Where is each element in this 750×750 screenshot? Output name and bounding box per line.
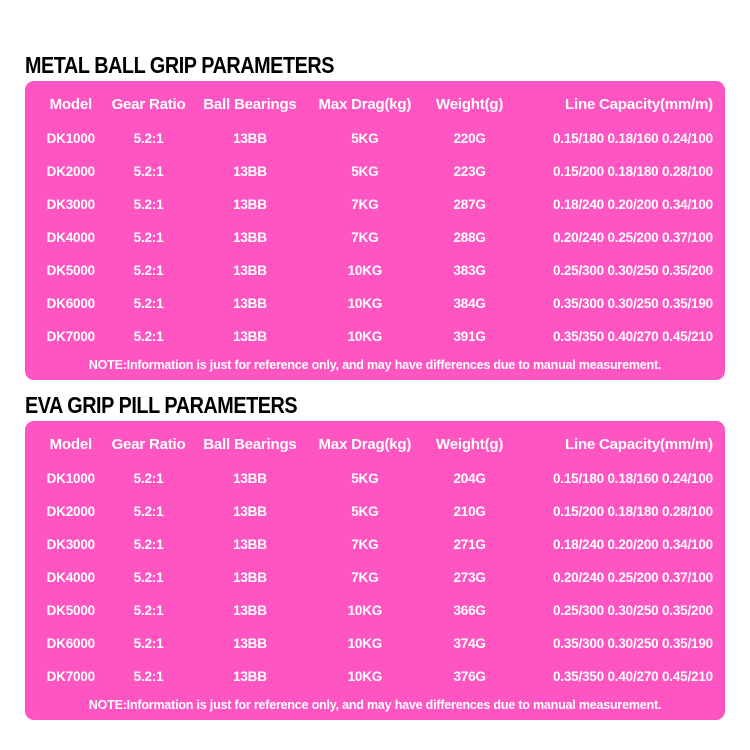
table-cell: DK1000 bbox=[46, 471, 95, 486]
table-cell: DK5000 bbox=[46, 603, 95, 618]
parameters-table bbox=[25, 421, 725, 720]
table-cell: DK7000 bbox=[46, 669, 95, 684]
table-cell: 5.2:1 bbox=[133, 329, 164, 344]
section-title bbox=[25, 54, 725, 77]
table-cell: 5.2:1 bbox=[133, 669, 164, 684]
table-row bbox=[37, 254, 713, 287]
table-cell: 0.25/300 0.30/250 0.35/200 bbox=[552, 603, 713, 618]
table-cell: 5.2:1 bbox=[133, 504, 164, 519]
column-header: Line Capacity(mm/m) bbox=[565, 95, 713, 113]
table-body bbox=[37, 122, 713, 353]
table-cell: DK4000 bbox=[46, 570, 95, 585]
table-cell: 5.2:1 bbox=[133, 537, 164, 552]
table-row bbox=[37, 155, 713, 188]
table-cell: 0.18/240 0.20/200 0.34/100 bbox=[552, 537, 713, 552]
table-cell: DK6000 bbox=[46, 296, 95, 311]
table-cell: 0.15/200 0.18/180 0.28/100 bbox=[552, 504, 713, 519]
table-cell: 0.35/350 0.40/270 0.45/210 bbox=[552, 669, 713, 684]
column-header: Gear Ratio bbox=[111, 95, 186, 113]
table-cell: 5.2:1 bbox=[133, 296, 164, 311]
table-row bbox=[37, 660, 713, 693]
table-cell: 7KG bbox=[351, 230, 379, 245]
table-cell: 13BB bbox=[233, 329, 267, 344]
table-cell: 5.2:1 bbox=[133, 230, 164, 245]
table-cell: 5.2:1 bbox=[133, 197, 164, 212]
table-cell: 0.20/240 0.25/200 0.37/100 bbox=[552, 230, 713, 245]
table-cell: 5.2:1 bbox=[133, 471, 164, 486]
table-cell: 10KG bbox=[347, 669, 383, 684]
table-cell: 0.35/300 0.30/250 0.35/190 bbox=[552, 296, 713, 311]
table-cell: 7KG bbox=[351, 197, 379, 212]
table-row bbox=[37, 528, 713, 561]
column-header: Weight(g) bbox=[436, 435, 504, 453]
column-header: Ball Bearings bbox=[203, 95, 297, 113]
table-row bbox=[37, 462, 713, 495]
column-header: Max Drag(kg) bbox=[318, 435, 412, 453]
table-cell: DK5000 bbox=[46, 263, 95, 278]
table-cell: 5KG bbox=[351, 164, 379, 179]
section-title-text: METAL BALL GRIP PARAMETERS bbox=[25, 52, 334, 78]
table-cell: 13BB bbox=[233, 131, 267, 146]
column-header: Max Drag(kg) bbox=[318, 95, 412, 113]
table-cell: 10KG bbox=[347, 603, 383, 618]
column-header: Ball Bearings bbox=[203, 435, 297, 453]
table-row bbox=[37, 287, 713, 320]
table-cell: DK7000 bbox=[46, 329, 95, 344]
table-cell: 0.35/300 0.30/250 0.35/190 bbox=[552, 636, 713, 651]
table-body bbox=[37, 462, 713, 693]
table-cell: 0.18/240 0.20/200 0.34/100 bbox=[552, 197, 713, 212]
table-cell: DK4000 bbox=[46, 230, 95, 245]
table-cell: 204G bbox=[453, 471, 486, 486]
table-cell: 273G bbox=[453, 570, 486, 585]
table-cell: 5.2:1 bbox=[133, 603, 164, 618]
table-cell: 5.2:1 bbox=[133, 570, 164, 585]
table-cell: DK1000 bbox=[46, 131, 95, 146]
table-note: NOTE:Information is just for reference only, and may have differences due to manual measurement. bbox=[88, 698, 662, 712]
table-cell: 0.15/180 0.18/160 0.24/100 bbox=[552, 131, 713, 146]
table-row bbox=[37, 188, 713, 221]
table-cell: 391G bbox=[453, 329, 486, 344]
table-cell: 5KG bbox=[351, 504, 379, 519]
table-cell: 210G bbox=[453, 504, 486, 519]
column-header: Model bbox=[49, 95, 92, 113]
table-cell: 383G bbox=[453, 263, 486, 278]
table-cell: 0.20/240 0.25/200 0.37/100 bbox=[552, 570, 713, 585]
column-header: Weight(g) bbox=[436, 95, 504, 113]
table-cell: DK3000 bbox=[46, 197, 95, 212]
section-title-text: EVA GRIP PILL PARAMETERS bbox=[25, 392, 298, 418]
table-cell: 10KG bbox=[347, 636, 383, 651]
table-row bbox=[37, 495, 713, 528]
table-cell: 5KG bbox=[351, 471, 379, 486]
table-header-row bbox=[37, 86, 713, 122]
table-cell: 13BB bbox=[233, 296, 267, 311]
table-cell: DK6000 bbox=[46, 636, 95, 651]
table-cell: 13BB bbox=[233, 164, 267, 179]
table-cell: 374G bbox=[453, 636, 486, 651]
table-cell: 10KG bbox=[347, 329, 383, 344]
table-cell: 13BB bbox=[233, 570, 267, 585]
section-title bbox=[25, 394, 725, 417]
table-row bbox=[37, 221, 713, 254]
table-header-row bbox=[37, 426, 713, 462]
column-header: Model bbox=[49, 435, 92, 453]
table-note: NOTE:Information is just for reference only, and may have differences due to manual measurement. bbox=[88, 358, 662, 372]
table-cell: 223G bbox=[453, 164, 486, 179]
table-row bbox=[37, 320, 713, 353]
table-cell: 10KG bbox=[347, 263, 383, 278]
column-header: Gear Ratio bbox=[111, 435, 186, 453]
table-cell: 13BB bbox=[233, 197, 267, 212]
table-cell: 376G bbox=[453, 669, 486, 684]
table-cell: 13BB bbox=[233, 263, 267, 278]
table-cell: 13BB bbox=[233, 471, 267, 486]
column-header: Line Capacity(mm/m) bbox=[565, 435, 713, 453]
table-cell: 13BB bbox=[233, 504, 267, 519]
table-row bbox=[37, 561, 713, 594]
table-row bbox=[37, 627, 713, 660]
table-cell: 5.2:1 bbox=[133, 263, 164, 278]
table-cell: 13BB bbox=[233, 230, 267, 245]
table-cell: 366G bbox=[453, 603, 486, 618]
table-cell: 0.15/200 0.18/180 0.28/100 bbox=[552, 164, 713, 179]
table-cell: 7KG bbox=[351, 570, 379, 585]
table-cell: DK2000 bbox=[46, 504, 95, 519]
parameters-table bbox=[25, 81, 725, 380]
table-row bbox=[37, 122, 713, 155]
table-cell: 10KG bbox=[347, 296, 383, 311]
table-cell: 384G bbox=[453, 296, 486, 311]
table-cell: 13BB bbox=[233, 537, 267, 552]
eva-grip-pill-section bbox=[25, 394, 725, 720]
table-cell: 7KG bbox=[351, 537, 379, 552]
table-row bbox=[37, 594, 713, 627]
table-cell: 0.25/300 0.30/250 0.35/200 bbox=[552, 263, 713, 278]
table-cell: DK2000 bbox=[46, 164, 95, 179]
table-cell: 287G bbox=[453, 197, 486, 212]
table-cell: 5.2:1 bbox=[133, 131, 164, 146]
table-cell: DK3000 bbox=[46, 537, 95, 552]
table-cell: 0.35/350 0.40/270 0.45/210 bbox=[552, 329, 713, 344]
table-cell: 0.15/180 0.18/160 0.24/100 bbox=[552, 471, 713, 486]
table-cell: 5.2:1 bbox=[133, 164, 164, 179]
table-cell: 5KG bbox=[351, 131, 379, 146]
table-cell: 5.2:1 bbox=[133, 636, 164, 651]
table-cell: 271G bbox=[453, 537, 486, 552]
table-cell: 13BB bbox=[233, 603, 267, 618]
table-cell: 13BB bbox=[233, 669, 267, 684]
table-cell: 13BB bbox=[233, 636, 267, 651]
table-cell: 220G bbox=[453, 131, 486, 146]
metal-ball-grip-section bbox=[25, 54, 725, 380]
table-cell: 288G bbox=[453, 230, 486, 245]
